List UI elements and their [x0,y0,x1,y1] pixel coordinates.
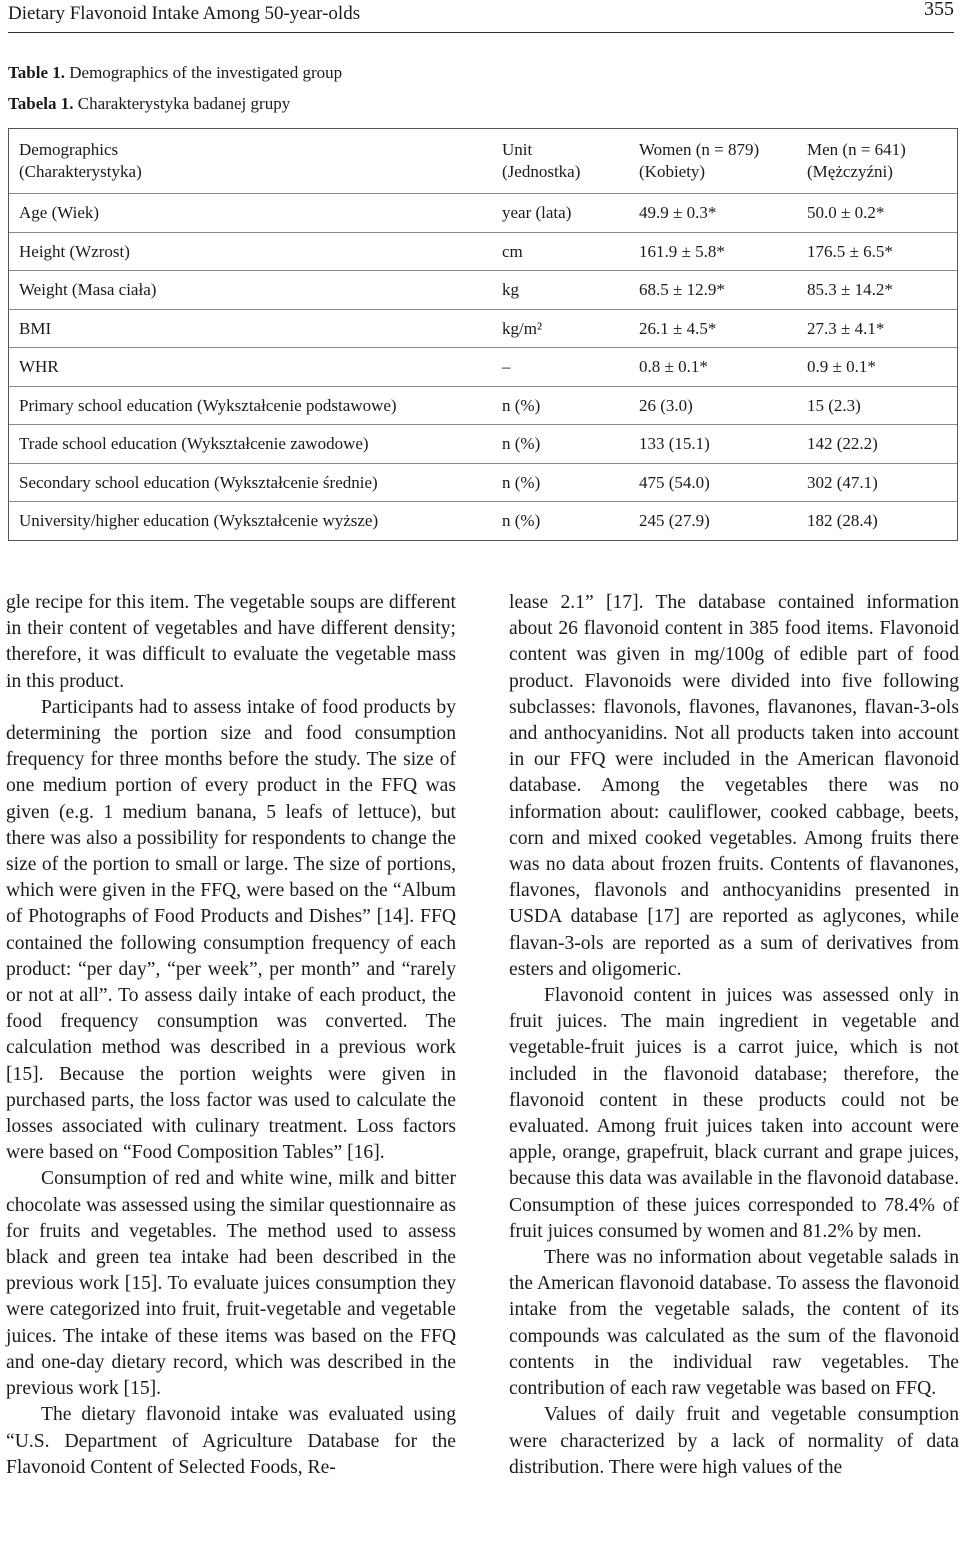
column-header-line: (Kobiety) [639,162,706,181]
table-caption-pl-text: Charakterystyka badanej grupy [73,94,291,113]
body-paragraph: Participants had to assess intake of food products by determining the portion size and food consumption frequency for three months before the study. The size of one medium portion of every product in the FFQ was given (e.g. 1 medium banana, 5 leafs of lettuce), but there was also a possibility for respondents to change the size of the portion to small or large. The size of portions, which were given in the FFQ, were based on the “Album of Photographs of Food Products and Dishes” [14]. FFQ contained the following consumption frequency of each product: “per day”, “per week”, per month” and “rarely or not at all”. To assess daily intake of each product, the food frequency consumption was converted. The calculation method was described in a previous work [15]. Because the portion weights were given in purchased parts, the loss factor was used to calculate the losses associated with culinary treatment. Loss factors were based on “Food Composition Tables” [16]. [6,696,456,1164]
row-unit: n (%) [502,434,541,453]
row-label: Trade school education (Wykształcenie zawodowe) [19,434,369,453]
row-label: Weight (Masa ciała) [19,280,157,299]
row-women-value: 245 (27.9) [639,511,710,530]
demographics-table [8,128,958,541]
row-men-value: 142 (22.2) [807,434,878,453]
row-women-value: 133 (15.1) [639,434,710,453]
body-column-left [6,590,456,1481]
row-women-value: 0.8 ± 0.1* [639,357,708,376]
table-caption-pl [8,94,290,114]
running-head [8,0,954,33]
body-paragraph: gle recipe for this item. The vegetable soups are different in their content of vegetables and have different density; therefore, it was difficult to evaluate the vegetable mass in this product. [6,592,456,692]
table-header-row [9,129,957,194]
row-women-value: 26.1 ± 4.5* [639,318,717,338]
row-women-value: 68.5 ± 12.9* [639,280,725,299]
row-label: WHR [19,357,59,376]
table-row [9,464,957,503]
row-label: Age (Wiek) [19,203,100,222]
row-label: Secondary school education (Wykształcenie średnie) [19,472,378,492]
column-header-demographics [19,139,142,183]
row-unit: – [502,357,511,376]
table-row [9,502,957,540]
column-header-line: Demographics [19,140,119,159]
column-header-line: (Charakterystyka) [19,162,142,181]
table-row [9,233,957,272]
row-unit: cm [502,241,523,261]
table-row [9,348,957,387]
body-paragraph: The dietary flavonoid intake was evaluated using “U.S. Department of Agriculture Database for the Flavonoid Content of Selected Foods, Re- [6,1404,456,1478]
table-row [9,271,957,310]
row-label: BMI [19,318,52,338]
table-row [9,425,957,464]
body-paragraph: Consumption of red and white wine, milk and bitter chocolate was assessed using the similar questionnaire as for fruits and vegetables. The method used to assess black and green tea intake had been described in the previous work [15]. To evaluate juices consumption they were categorized into fruit, fruit-vegetable and vegetable juices. The intake of these items was based on the FFQ and one-day dietary record, which was described in the previous work [15]. [6,1168,456,1400]
row-women-value: 161.9 ± 5.8* [639,241,725,261]
row-men-value: 85.3 ± 14.2* [807,280,893,299]
row-unit: kg [502,280,519,299]
column-header-line: Unit [502,140,533,159]
row-men-value: 176.5 ± 6.5* [807,241,893,261]
table-caption-pl-label: Tabela 1. [8,94,74,113]
row-men-value: 50.0 ± 0.2* [807,203,885,222]
row-label: University/higher education (Wykształcenie wyższe) [19,511,379,530]
row-men-value: 182 (28.4) [807,511,878,530]
column-header-men [807,139,906,183]
body-paragraph: Values of daily fruit and vegetable consumption were characterized by a lack of normality of data distribution. There were high values of the [509,1404,959,1478]
column-header-line: Women (n = 879) [639,140,760,159]
body-paragraph: lease 2.1” [17]. The database contained information about 26 flavonoid content in 385 food items. Flavonoid content was given in mg/100g of edible part of food product. Flavonoids were divided into five following subclasses: flavonols, flavones, flavanones, flavan-3-ols and anthocyanidins. Not all products taken into account in our FFQ were included in the American flavonoid database. Among the vegetables there was no information about: cauliflower, cooked cabbage, beets, corn and mixed cooked vegetables. Among fruits there was no data about frozen fruits. Contents of flavanones, flavones, flavonols and anthocyanidins presented in USDA database [17] are reported as aglycones, while flavan-3-ols are reported as a sum of derivatives from esters and oligomeric. [509,592,959,980]
row-men-value: 27.3 ± 4.1* [807,318,885,338]
body-column-right [509,590,959,1481]
column-header-unit [502,139,580,183]
row-label: Height (Wzrost) [19,241,130,261]
row-label: Primary school education (Wykształcenie podstawowe) [19,395,397,415]
row-women-value: 475 (54.0) [639,472,710,492]
row-men-value: 0.9 ± 0.1* [807,357,876,376]
table-row [9,387,957,426]
row-men-value: 15 (2.3) [807,395,861,415]
row-unit: kg/m² [502,318,543,338]
row-women-value: 26 (3.0) [639,395,693,415]
body-paragraph: There was no information about vegetable salads in the American flavonoid database. To assess the flavonoid intake from the vegetable salads, the content of its compounds was calculated as the sum of the flavonoid contents in the individual raw vegetables. The contribution of each raw vegetable was based on FFQ. [509,1247,959,1400]
table-caption-en [8,63,342,83]
row-unit: n (%) [502,472,541,492]
column-header-line: (Jednostka) [502,162,581,181]
row-unit: n (%) [502,395,541,415]
column-header-line: Men (n = 641) [807,140,906,159]
table-row [9,194,957,233]
running-title: Dietary Flavonoid Intake Among 50-year-olds [8,3,361,24]
column-header-line: (Mężczyźni) [807,162,893,181]
table-row [9,310,957,349]
row-unit: year (lata) [502,203,572,222]
table-caption-en-label: Table 1. [8,63,66,82]
row-unit: n (%) [502,511,541,530]
body-paragraph: Flavonoid content in juices was assessed only in fruit juices. The main ingredient in vegetable and vegetable-fruit juices is a carrot juice, which is not included in the flavonoid database; therefore, the flavonoid content in these products could not be evaluated. Among fruit juices taken into account were apple, orange, grapefruit, black currant and grape juices, because this data was available in the flavonoid database. Consumption of these juices corresponded to 78.4% of fruit juices consumed by women and 81.2% by men. [509,985,959,1242]
column-header-women [639,139,759,183]
row-men-value: 302 (47.1) [807,472,878,492]
page-number: 355 [924,0,954,20]
row-women-value: 49.9 ± 0.3* [639,203,717,222]
table-caption-en-text: Demographics of the investigated group [65,63,343,82]
